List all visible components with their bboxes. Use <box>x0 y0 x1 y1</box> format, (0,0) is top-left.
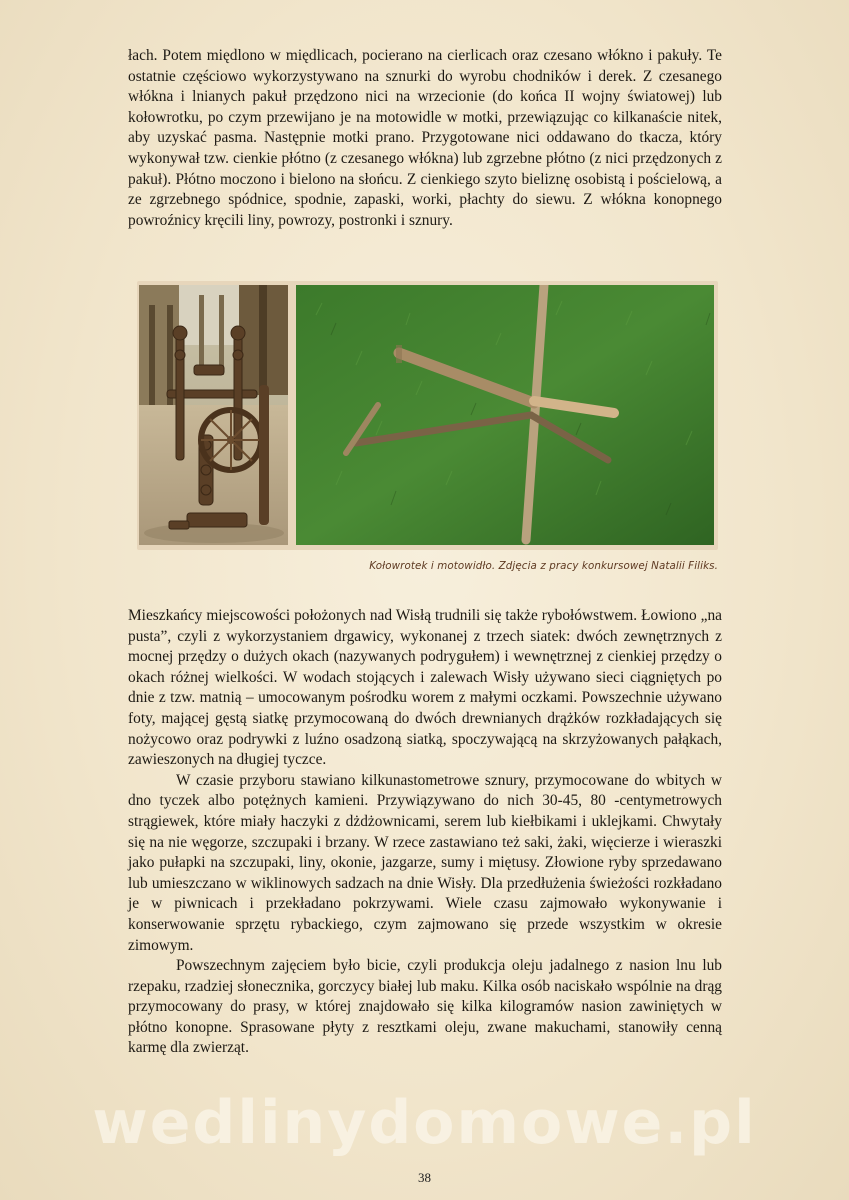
paragraph-flax-processing: łach. Potem międlono w międlicach, pocierano na cierlicach oraz czesano włókno i pakuły. Te ostatnie częściowo wykorzystywano na sznurki do wyrobu chodników i derek. Z czesanego włókna i lnianych pakuł przędzono nici na wrzecionie (do końca II wojny światowej) lub kołowrotku, po czym przewijano je na motowidle w motki, przewiązując co kilkanaście nitek, aby uzyskać pasma. Następnie motki prano. Przygotowane nici oddawano do tkacza, który wykonywał tzw. cienkie płótno (z czesanego włókna) lub zgrzebne płótno (z nici przędzonych z pakuł). Płótno moczono i bielono na słońcu. Z cienkiego szyto bieliznę osobistą i pościelową, a ze zgrzebnego spódnice, spodnie, zapaski, worki, płachty do siewu. Z włókna konopnego powroźnicy kręcili liny, powrozy, postronki i sznury. <box>128 47 722 229</box>
spinning-wheel-illustration <box>139 285 288 545</box>
paragraph-fishing-gear: W czasie przyboru stawiano kilkunastometrowe sznury, przymocowane do wbitych w dno tyczek albo potężnych kamieni. Przywiązywano do nich 30-45, 80 -centymetrowych strągiewek, które miały haczyki z dżdżownicami, serem lub kiełbikami i uklejkami. Chwytały się na nie węgorze, szczupaki i brzany. W rzece zastawiano też saki, żaki, więcierze i wieraszki jako pułapki na szczupaki, liny, okonie, jazgarze, sumy i miętusy. Złowione ryby sprzedawano lub umieszczano w wiklinowych sadzach na dnie Wisły. Dla przedłużenia świeżości rozkładano je w piwnicach i przekładano pokrzywami. Wiele czasu zajmowało wykonywanie i konserwowanie sprzętu rybackiego, czym zajmowano się przede wszystkim w okresie zimowym. <box>128 771 722 954</box>
spinning-wheel-photo <box>139 285 288 545</box>
paragraph-fishing: Mieszkańcy miejscowości położonych nad Wisłą trudnili się także rybołówstwem. Łowiono „na pusta”, czyli z wykorzystaniem drgawicy, wykonanej z trzech siatek: dwóch zewnętrznych z mocnej przędzy o dużych okach (nazywanych podrygułem) i wewnętrznej z cienkiej przędzy o okach różnej wielkości. W wodach stojących i zalewach Wisły używano sieci ciągniętych po dnie z tzw. matnią – umocowanym pośrodku worem z małymi oczkami. Powszechnie używano foty, mającej gęstą siatkę przymocowaną do dwóch drewnianych drążków rozkładających się nożycowo oraz podrywki z luźno osadzoną siatką, spoczywającą na skrzyżowanych pałąkach, zawieszonych na długiej tyczce. <box>128 607 722 769</box>
paragraph-oil-pressing: Powszechnym zajęciem było bicie, czyli produkcja oleju jadalnego z nasion lnu lub rzepaku, rzadziej słonecznika, gorczycy białej lub maku. Kilka osób naciskało wspólnie na drąg przymocowany do prasy, w której znajdowało się kilka kilogramów nasion zawiniętych w płótno konopne. Sprasowane płyty z resztkami oleju, zwane makuchami, stanowiły cenną karmę dla zwierząt. <box>128 957 722 1057</box>
bottom-text-block <box>128 606 722 1059</box>
photo-caption: Kołowrotek i motowidło. Zdjęcia z pracy konkursowej Natalii Filiks. <box>369 560 718 572</box>
reel-illustration <box>296 285 714 545</box>
watermark: wedlinydomowe.pl <box>92 1088 757 1158</box>
reel-photo <box>296 285 714 545</box>
top-text-block <box>128 46 722 231</box>
page-number: 38 <box>418 1170 431 1185</box>
